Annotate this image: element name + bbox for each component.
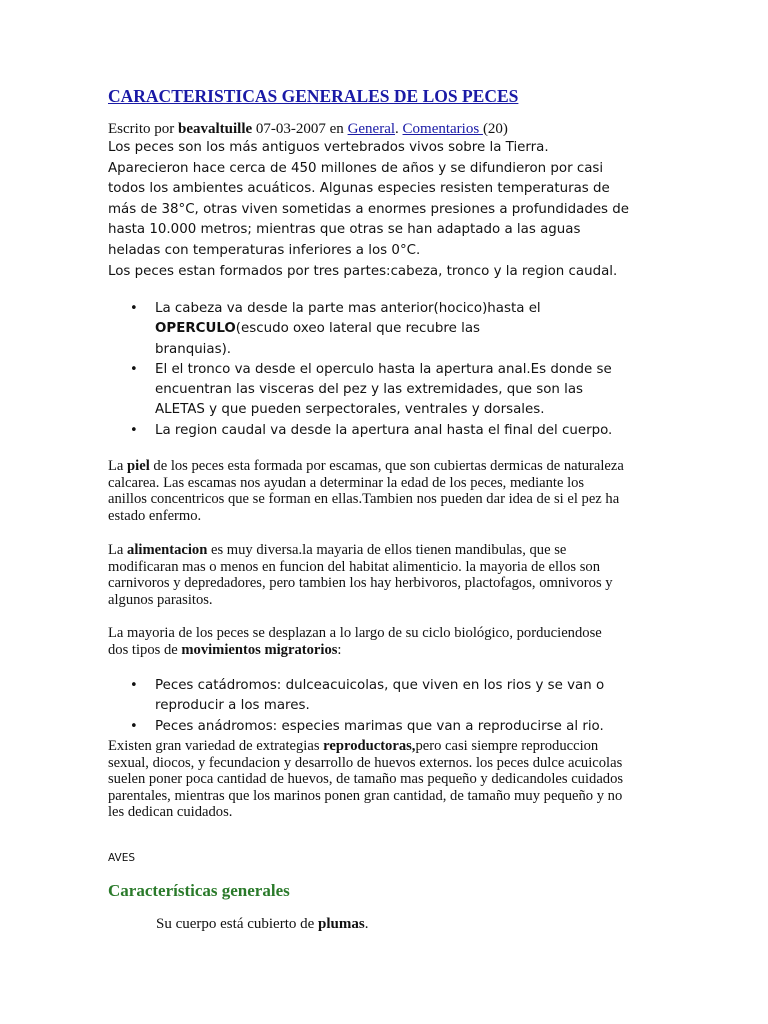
- comments-link[interactable]: Comentarios: [402, 121, 483, 137]
- list-item-anadromos: [108, 717, 604, 737]
- para-text: de los peces esta formada por escamas, que son cubiertas dermicas de naturaleza: [149, 458, 624, 474]
- reproduccion-paragraph: [108, 738, 668, 821]
- migracion-paragraph: [108, 625, 668, 658]
- intro-line: todos los ambientes acuáticos. Algunas especies resisten temperaturas de: [108, 181, 610, 197]
- para-text: :: [337, 641, 342, 658]
- author-name: beavaltuille: [177, 121, 253, 137]
- para-text: dos tipos de: [108, 641, 182, 658]
- piel-term: piel: [127, 458, 150, 474]
- list-item-text: Peces catádromos: dulceacuicolas, que viven en los rios y se van o: [155, 678, 605, 693]
- byline: [108, 121, 508, 138]
- para-text: Existen gran variedad de extrategias: [108, 738, 324, 754]
- list-item-text: (escudo oxeo lateral que recubre las: [235, 321, 481, 337]
- list-item-text: reproducir a los mares.: [155, 698, 310, 714]
- para-text: estado enfermo.: [108, 507, 202, 524]
- list-item-catadromos: [108, 676, 604, 717]
- byline-date: 07-03-2007 en: [252, 121, 348, 137]
- byline-prefix: Escrito por: [108, 121, 178, 137]
- intro-line: Los peces son los más antiguos vertebrados vivos sobre la Tierra.: [108, 140, 549, 155]
- para-text: .: [364, 916, 369, 932]
- alimentacion-term: alimentacion: [127, 542, 208, 558]
- intro-line: hasta 10.000 metros; mientras que otras se han adaptado a las aguas: [108, 222, 581, 238]
- aves-heading: Características generales: [108, 881, 290, 900]
- intro-paragraph: [108, 138, 668, 282]
- migracion-term: movimientos migratorios: [181, 641, 338, 658]
- intro-line: Los peces estan formados por tres partes:cabeza, tronco y la region caudal.: [108, 263, 618, 279]
- reproduccion-term: reproductoras,: [323, 738, 416, 754]
- byline-sep: .: [395, 121, 403, 137]
- intro-line: Aparecieron hace cerca de 450 millones de años y se difundieron por casi: [108, 160, 604, 176]
- intro-line: más de 38°C, otras viven sometidas a enormes presiones a profundidades de: [108, 201, 630, 217]
- para-text: La mayoria de los peces se desplazan a lo largo de su ciclo biológico, porduciendose: [108, 625, 602, 641]
- list-item-tail: [108, 421, 612, 441]
- list-item-text: branquias).: [155, 341, 232, 357]
- list-item-text: El el tronco va desde el operculo hasta la apertura anal.Es donde se: [155, 361, 612, 377]
- list-item-trunk: [108, 360, 612, 421]
- para-text: modificaran mas o menos en funcion del habitat alimenticio. la mayoria de ellos son: [108, 558, 600, 575]
- para-text: suelen poner poca cantidad de huevos, de tamaño mas pequeño y dedicandoles cuidados: [108, 771, 624, 788]
- plumas-term: plumas: [318, 916, 365, 932]
- aves-paragraph: [156, 916, 368, 933]
- para-text: carnivoros y depredadores, pero tambien los hay herbivoros, plactofagos, omnivoros y: [108, 575, 613, 592]
- category-link[interactable]: General: [347, 121, 396, 137]
- para-text: pero casi siempre reproduccion: [415, 738, 599, 754]
- para-text: sexual, diocos, y fecundacion y desarrollo de huevos externos. los peces dulce acuicolas: [108, 754, 623, 771]
- para-text: La: [108, 542, 128, 558]
- para-text: calcarea. Las escamas nos ayudan a determinar la edad de los peces, mediante los: [108, 474, 585, 491]
- aves-label: AVES: [108, 852, 135, 864]
- migration-list: [108, 676, 604, 737]
- para-text: algunos parasitos.: [108, 591, 213, 608]
- para-text: es muy diversa.la mayaria de ellos tienen mandibulas, que se: [207, 542, 567, 558]
- para-text: les dedican cuidados.: [108, 804, 233, 821]
- list-item-text: ALETAS y que pueden serpectorales, ventrales y dorsales.: [155, 402, 545, 418]
- comments-count: (20): [482, 121, 508, 137]
- operculo-term: OPERCULO: [155, 321, 236, 337]
- list-item-text: La region caudal va desde la apertura anal hasta el final del cuerpo.: [155, 422, 613, 438]
- para-text: La: [108, 458, 128, 474]
- list-item-head: [108, 299, 612, 360]
- piel-paragraph: [108, 458, 668, 524]
- list-item-text: La cabeza va desde la parte mas anterior(hocico)hasta el: [155, 301, 541, 316]
- para-text: Su cuerpo está cubierto de: [156, 916, 319, 932]
- list-item-text: encuentran las visceras del pez y las extremidades, que son las: [155, 382, 584, 398]
- alimentacion-paragraph: [108, 542, 668, 608]
- para-text: anillos concentricos que se forman en ellas.Tambien nos pueden dar idea de si el pez ha: [108, 491, 620, 508]
- list-item-text: Peces anádromos: especies marimas que van a reproducirse al rio.: [155, 718, 604, 734]
- page-title: CARACTERISTICAS GENERALES DE LOS PECES: [108, 86, 519, 106]
- body-parts-list: [108, 299, 612, 441]
- para-text: parentales, mientras que los marinos ponen gran cantidad, de tamaño muy pequeño y no: [108, 787, 623, 804]
- intro-line: heladas con temperaturas inferiores a los 0°C.: [108, 242, 421, 258]
